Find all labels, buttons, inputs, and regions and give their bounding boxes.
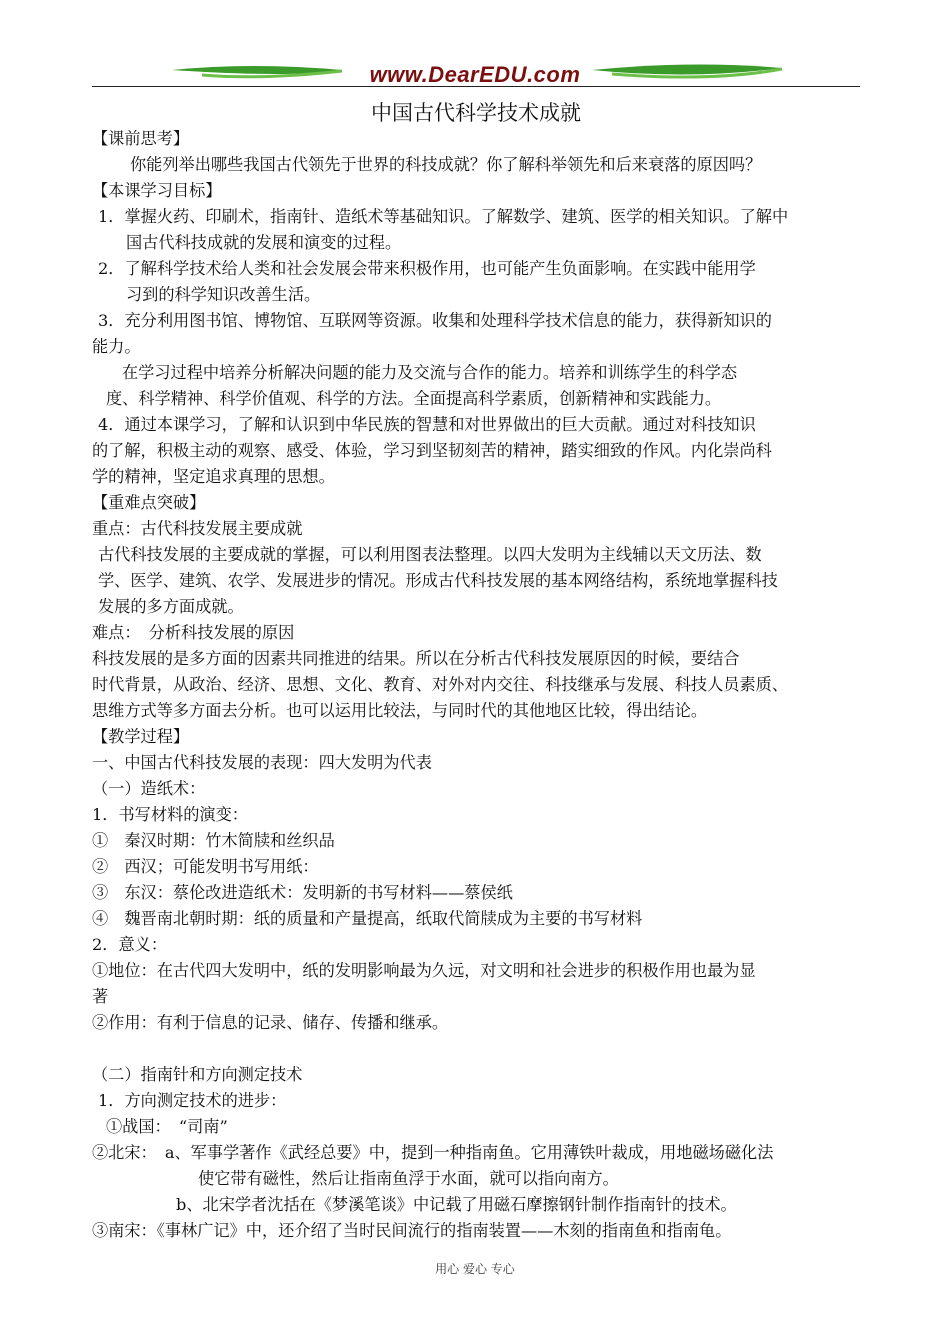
text-line: ④ 魏晋南北朝时期：纸的质量和产量提高，纸取代简牍成为主要的书写材料 bbox=[92, 909, 643, 928]
text-line: 度、科学精神、科学价值观、科学的方法。全面提高科学素质，创新精神和实践能力。 bbox=[106, 389, 722, 408]
text-line: 重点：古代科技发展主要成就 bbox=[92, 519, 303, 538]
text-line: 【课前思考】 bbox=[92, 129, 190, 148]
text-line: 在学习过程中培养分析解决问题的能力及交流与合作的能力。培养和训练学生的科学态 bbox=[122, 363, 738, 382]
text-line: ②北宋： a、军事学著作《武经总要》中，提到一种指南鱼。它用薄铁叶裁成，用地磁场磁化法 bbox=[92, 1143, 774, 1162]
text-line: 古代科技发展的主要成就的掌握，可以利用图表法整理。以四大发明为主线辅以天文历法、数 bbox=[98, 545, 762, 564]
text-line: 学、医学、建筑、农学、发展进步的情况。形成古代科技发展的基本网络结构，系统地掌握科技 bbox=[98, 571, 778, 590]
text-line: 时代背景，从政治、经济、思想、文化、教育、对外对内交往、科技继承与发展、科技人员素质、 bbox=[92, 675, 789, 694]
header-divider bbox=[92, 86, 860, 87]
text-line: b、北宋学者沈括在《梦溪笔谈》中记载了用磁石摩擦钢针制作指南针的技术。 bbox=[176, 1195, 737, 1214]
text-line: 3．充分利用图书馆、博物馆、互联网等资源。收集和处理科学技术信息的能力，获得新知识的 bbox=[98, 311, 772, 330]
text-line: 【教学过程】 bbox=[92, 727, 190, 746]
text-line: 你能列举出哪些我国古代领先于世界的科技成就？你了解科举领先和后来衰落的原因吗？ bbox=[130, 155, 762, 174]
text-line: 1．方向测定技术的进步： bbox=[98, 1091, 287, 1110]
site-logo-text[interactable]: www.DearEDU.com bbox=[369, 62, 581, 87]
text-line: 2．意义： bbox=[92, 935, 168, 954]
text-line bbox=[92, 1036, 862, 1062]
text-line: ①战国： “司南” bbox=[106, 1117, 228, 1136]
page-title: 中国古代科学技术成就 bbox=[371, 101, 581, 125]
text-line: ②作用：有利于信息的记录、储存、传播和继承。 bbox=[92, 1013, 449, 1032]
text-line: 的了解，积极主动的观察、感受、体验，学习到坚韧刻苦的精神，踏实细致的作风。内化崇尚科 bbox=[92, 441, 772, 460]
text-line: 1．书写材料的演变： bbox=[92, 805, 248, 824]
text-line: 国古代科技成就的发展和演变的过程。 bbox=[126, 233, 402, 252]
text-line: 【本课学习目标】 bbox=[92, 181, 222, 200]
text-line: 科技发展的是多方面的因素共同推进的结果。所以在分析古代科技发展原因的时候，要结合 bbox=[92, 649, 740, 668]
text-line: 能力。 bbox=[92, 337, 141, 356]
text-line: ③南宋：《事林广记》中，还介绍了当时民间流行的指南装置——木刻的指南鱼和指南龟。 bbox=[92, 1221, 732, 1240]
text-line: ③ 东汉：蔡伦改进造纸术：发明新的书写材料——蔡侯纸 bbox=[92, 883, 513, 902]
text-line: ①地位：在古代四大发明中，纸的发明影响最为久远，对文明和社会进步的积极作用也最为显 bbox=[92, 961, 756, 980]
text-line: 思维方式等多方面去分析。也可以运用比较法，与同时代的其他地区比较，得出结论。 bbox=[92, 701, 708, 720]
text-line: 难点： 分析科技发展的原因 bbox=[92, 623, 295, 642]
text-line: 习到的科学知识改善生活。 bbox=[126, 285, 321, 304]
text-line: 学的精神，坚定追求真理的思想。 bbox=[92, 467, 335, 486]
text-line: 【重难点突破】 bbox=[92, 493, 206, 512]
text-line: 2．了解科学技术给人类和社会发展会带来积极作用，也可能产生负面影响。在实践中能用学 bbox=[98, 259, 756, 278]
text-line: （一）造纸术： bbox=[92, 779, 206, 798]
text-line: 发展的多方面成就。 bbox=[98, 597, 244, 616]
page-footer: 用心 爱心 专心 bbox=[435, 1262, 515, 1276]
text-line: ① 秦汉时期：竹木简牍和丝织品 bbox=[92, 831, 335, 850]
text-line: 1．掌握火药、印刷术，指南针、造纸术等基础知识。了解数学、建筑、医学的相关知识。了解中 bbox=[98, 207, 789, 226]
text-line: ② 西汉；可能发明书写用纸： bbox=[92, 857, 319, 876]
document-body bbox=[92, 126, 862, 1244]
text-line: 使它带有磁性，然后让指南鱼浮于水面，就可以指向南方。 bbox=[198, 1169, 619, 1188]
text-line: （二）指南针和方向测定技术 bbox=[92, 1065, 303, 1084]
text-line: 4．通过本课学习，了解和认识到中华民族的智慧和对世界做出的巨大贡献。通过对科技知识 bbox=[98, 415, 756, 434]
text-line: 一、中国古代科技发展的表现：四大发明为代表 bbox=[92, 753, 432, 772]
text-line: 著 bbox=[92, 987, 109, 1006]
